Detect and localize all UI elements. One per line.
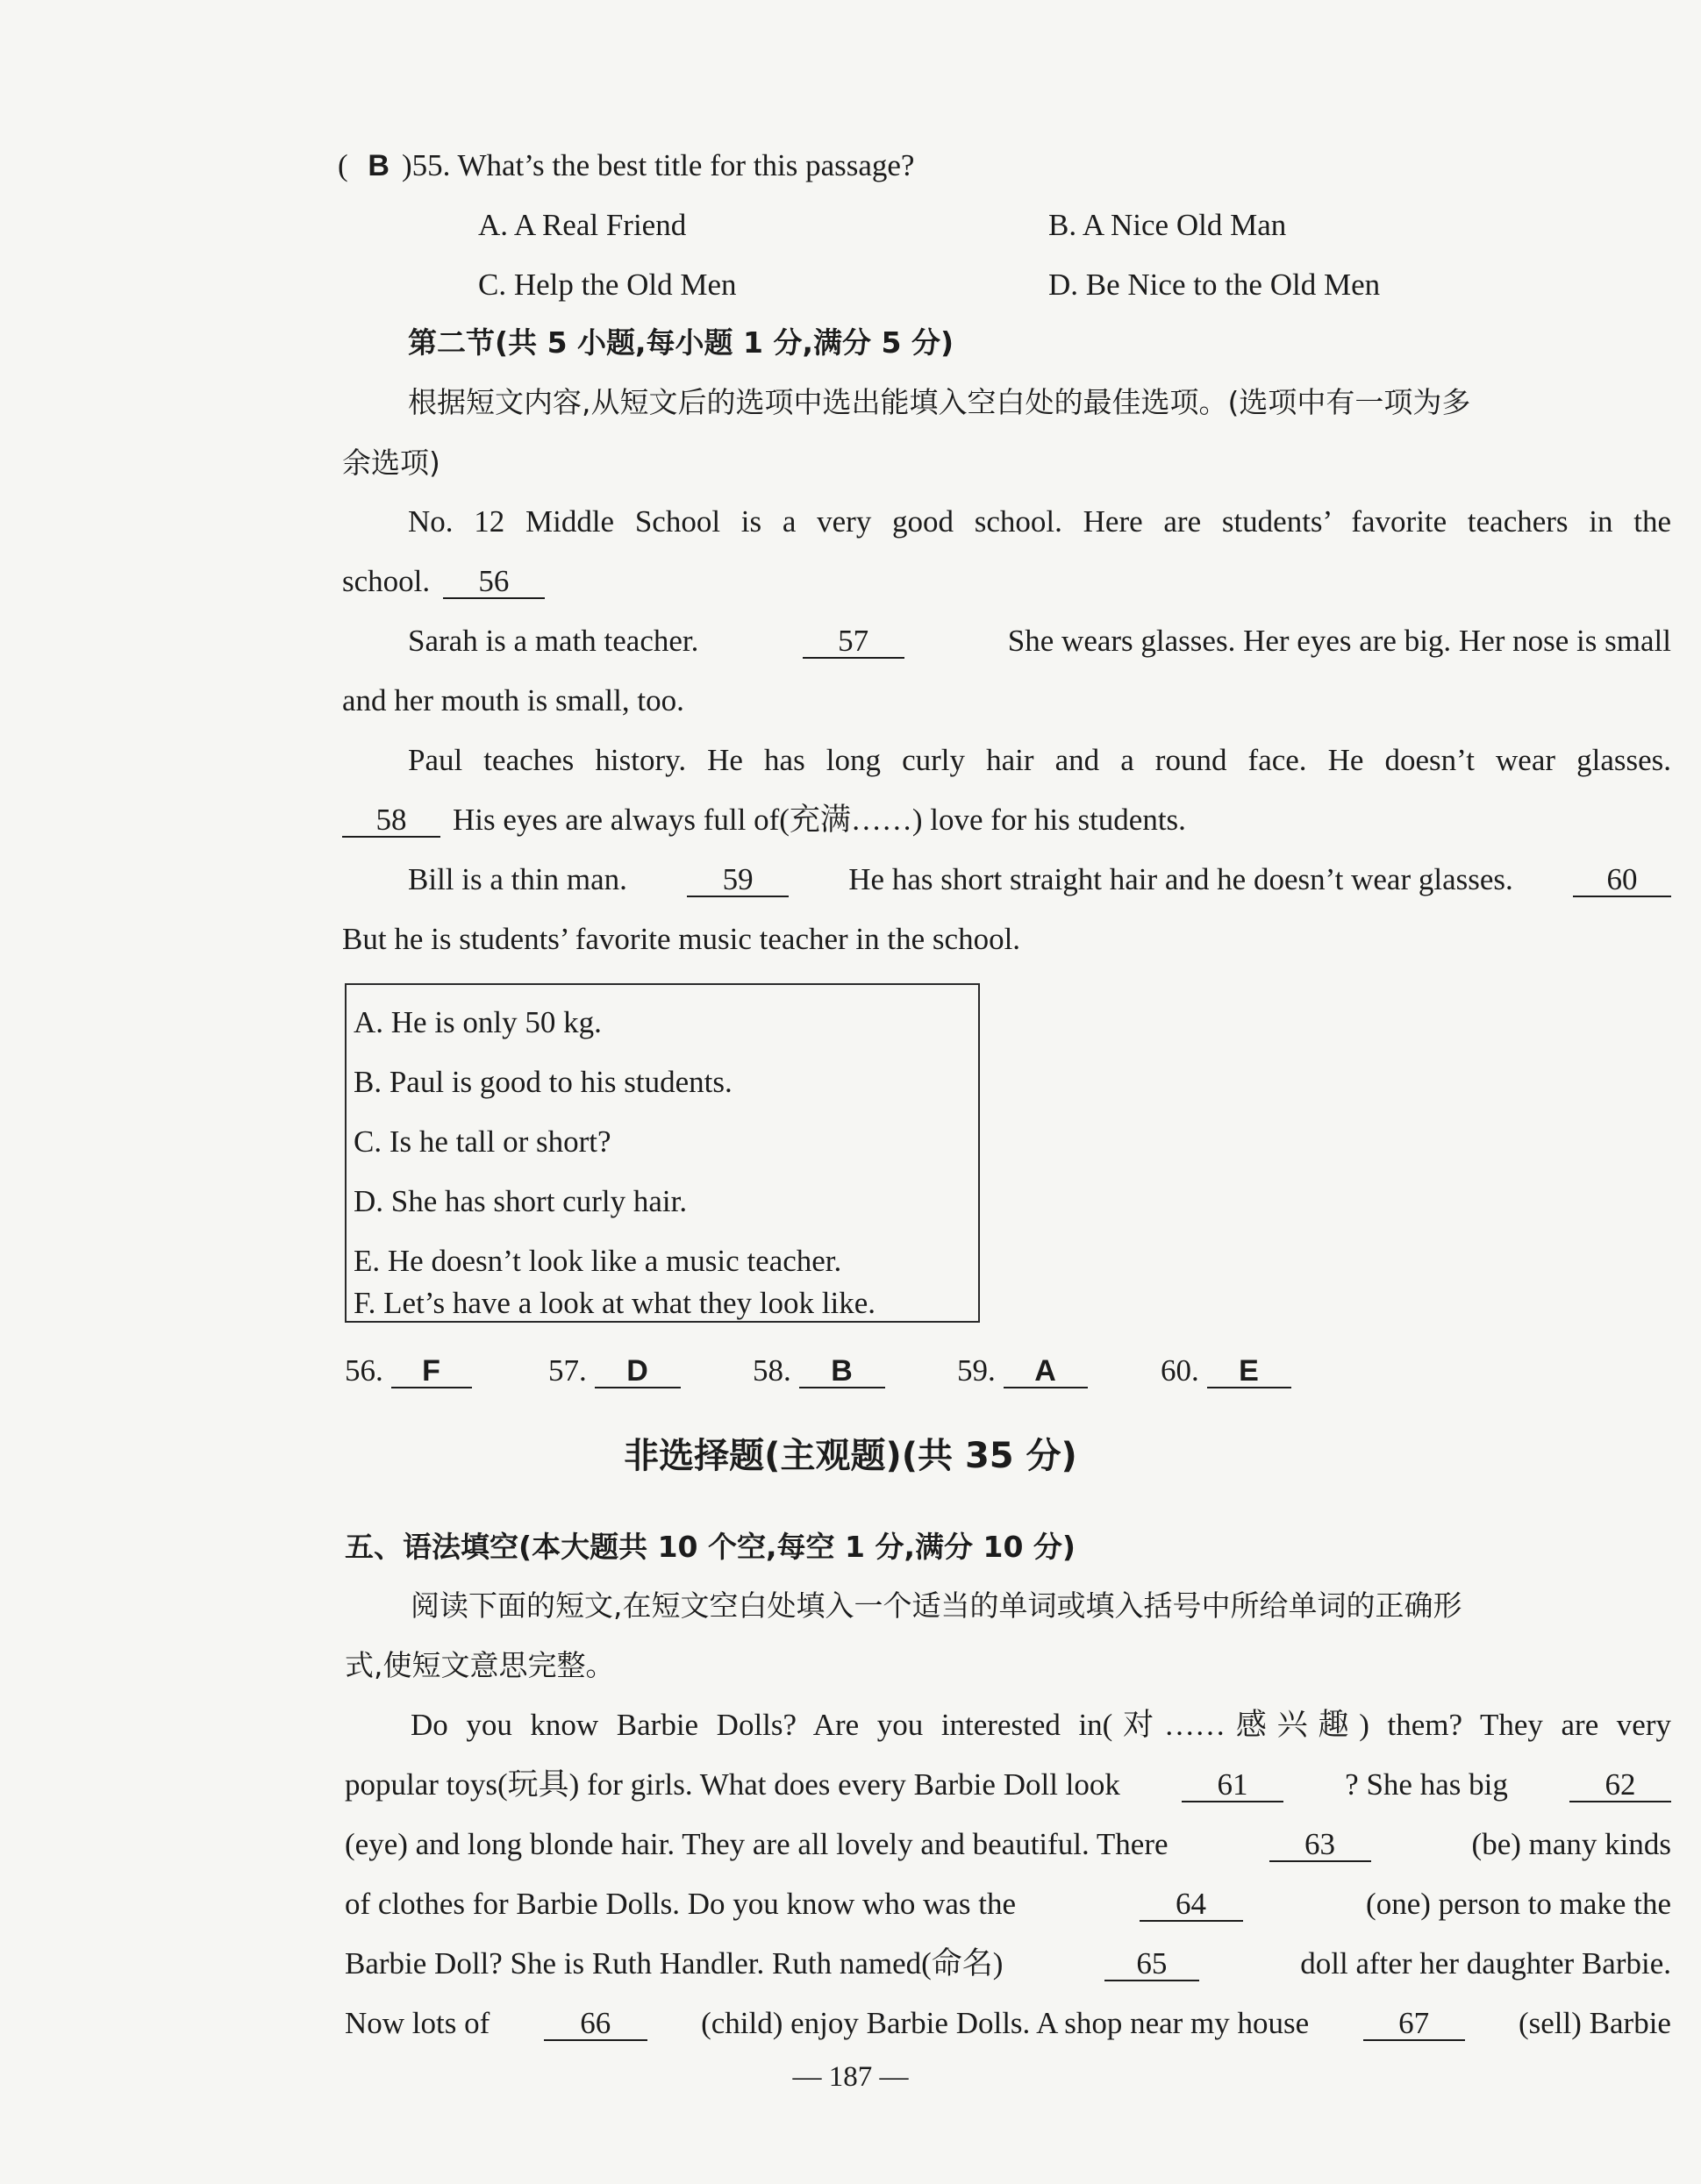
q55-option-c: C. Help the Old Men: [478, 268, 737, 302]
section2-heading: 第二节(共 5 小题,每小题 1 分,满分 5 分): [408, 325, 954, 360]
l2-mid: ? She has big: [1345, 1767, 1508, 1802]
answer-value: B: [799, 1355, 885, 1388]
l6-post: (sell) Barbie: [1519, 2006, 1671, 2040]
answer-56: [345, 1351, 472, 1391]
blank-56: 56: [443, 566, 545, 599]
options-box: [345, 983, 980, 1323]
answer-num: 60.: [1161, 1353, 1199, 1388]
grammar-line-6: [345, 2003, 1671, 2044]
grammar-line-5: [345, 1944, 1671, 1984]
p2-pre: Sarah is a math teacher.: [408, 624, 699, 658]
box-option-f: F. Let’s have a look at what they look like.: [354, 1286, 876, 1320]
p4-pre: Bill is a thin man.: [408, 862, 627, 896]
blank-58: 58: [342, 804, 440, 838]
passage-p3-line2: [342, 800, 1186, 840]
p1-text: school.: [342, 564, 431, 598]
section2-instruction-1: 根据短文内容,从短文后的选项中选出能填入空白处的最佳选项。(选项中有一项为多: [408, 385, 1471, 419]
blank-64: 64: [1140, 1888, 1243, 1922]
l3-pre: (eye) and long blonde hair. They are all lovely and beautiful. There: [345, 1827, 1169, 1861]
q55-option-b: B. A Nice Old Man: [1048, 208, 1287, 242]
answer-value: F: [391, 1355, 472, 1388]
p4-mid: He has short straight hair and he doesn’t wear glasses.: [848, 862, 1513, 896]
passage-p2-line2: and her mouth is small, too.: [342, 683, 684, 717]
p3-post: His eyes are always full of(充满……) love for his students.: [453, 803, 1186, 837]
answer-60: [1161, 1351, 1291, 1391]
box-option-e: E. He doesn’t look like a music teacher.: [354, 1244, 842, 1278]
l2-pre: popular toys(玩具) for girls. What does every Barbie Doll look: [345, 1767, 1120, 1802]
answer-value: A: [1004, 1355, 1088, 1388]
blank-65: 65: [1104, 1948, 1199, 1981]
box-option-b: B. Paul is good to his students.: [354, 1065, 733, 1099]
box-option-a: A. He is only 50 kg.: [354, 1005, 602, 1039]
box-option-d: D. She has short curly hair.: [354, 1184, 688, 1218]
l4-post: (one) person to make the: [1366, 1887, 1671, 1921]
q55-stem: )55. What’s the best title for this passage?: [401, 148, 915, 182]
blank-59: 59: [687, 864, 789, 897]
question-55: [338, 146, 914, 186]
blank-66: 66: [544, 2008, 647, 2041]
blank-62: 62: [1569, 1769, 1671, 1802]
section5-instruction-1: 阅读下面的短文,在短文空白处填入一个适当的单词或填入括号中所给单词的正确形: [411, 1588, 1462, 1623]
answer-value: D: [595, 1355, 681, 1388]
q55-option-d: D. Be Nice to the Old Men: [1048, 268, 1381, 302]
grammar-line-2: [345, 1765, 1671, 1805]
l6-mid: (child) enjoy Barbie Dolls. A shop near my house: [701, 2006, 1310, 2040]
section5-instruction-2: 式,使短文意思完整。: [345, 1648, 615, 1682]
paren-open: (: [338, 148, 348, 182]
section5-heading: 五、语法填空(本大题共 10 个空,每空 1 分,满分 10 分): [345, 1530, 1076, 1564]
box-option-c: C. Is he tall or short?: [354, 1124, 611, 1159]
page-number: — 187 —: [792, 2061, 909, 2093]
answer-value: E: [1207, 1355, 1291, 1388]
passage-p2-line1: [408, 621, 1671, 661]
answer-num: 58.: [753, 1353, 791, 1388]
l6-pre: Now lots of: [345, 2006, 490, 2040]
blank-67: 67: [1363, 2008, 1465, 2041]
q55-answer: B: [368, 149, 390, 182]
answer-59: [957, 1351, 1088, 1391]
blank-57: 57: [803, 625, 904, 659]
answer-57: [548, 1351, 681, 1391]
p2-post: She wears glasses. Her eyes are big. Her nose is small: [1007, 624, 1671, 658]
l4-pre: of clothes for Barbie Dolls. Do you know who was the: [345, 1887, 1017, 1921]
passage-p3-line1: Paul teaches history. He has long curly hair and a round face. He doesn’t wear glasses.: [408, 743, 1671, 777]
passage-p4-line2: But he is students’ favorite music teacher in the school.: [342, 922, 1021, 956]
l5-pre: Barbie Doll? She is Ruth Handler. Ruth named(命名): [345, 1946, 1004, 1981]
grammar-line-4: [345, 1884, 1671, 1924]
answer-num: 56.: [345, 1353, 383, 1388]
section2-instruction-2: 余选项): [342, 446, 440, 480]
q55-option-a: A. A Real Friend: [478, 208, 687, 242]
passage-p4-line1: [408, 860, 1671, 900]
passage-p1-line2: [342, 561, 545, 602]
answer-num: 59.: [957, 1353, 996, 1388]
answer-58: [753, 1351, 885, 1391]
grammar-line-1: Do you know Barbie Dolls? Are you interested in(对……感兴趣) them? They are very: [411, 1708, 1671, 1742]
passage-p1-line1: No. 12 Middle School is a very good school. Here are students’ favorite teachers in the: [408, 504, 1671, 539]
l5-post: doll after her daughter Barbie.: [1300, 1946, 1671, 1981]
blank-63: 63: [1269, 1829, 1371, 1862]
answer-num: 57.: [548, 1353, 587, 1388]
grammar-line-3: [345, 1824, 1671, 1865]
blank-61: 61: [1182, 1769, 1283, 1802]
blank-60: 60: [1573, 864, 1671, 897]
l3-post: (be) many kinds: [1471, 1827, 1671, 1861]
part-title: 非选择题(主观题)(共 35 分): [624, 1436, 1077, 1476]
